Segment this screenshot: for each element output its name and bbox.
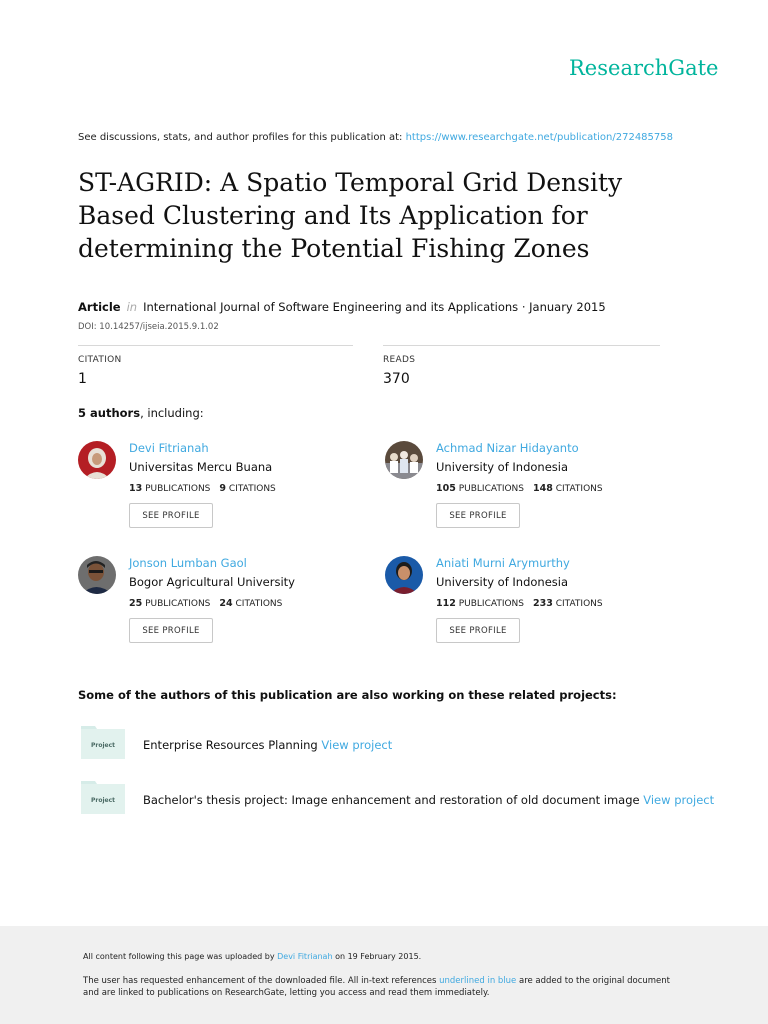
citations-label: CITATIONS — [555, 599, 603, 609]
author-stats — [129, 483, 276, 494]
discussion-line — [78, 132, 673, 143]
title-line-3: determining the Potential Fishing Zones — [78, 234, 590, 263]
author-name-link[interactable]: Jonson Lumban Gaol — [129, 556, 247, 570]
researchgate-logo[interactable]: ResearchGate — [569, 56, 719, 80]
author-card-jonson-lumban-gaol — [78, 556, 378, 656]
project-item-2 — [143, 793, 714, 807]
author-institution: University of Indonesia — [436, 460, 569, 474]
publications-label: PUBLICATIONS — [145, 484, 211, 494]
project-title: Bachelor's thesis project: Image enhancement and restoration of old document image — [143, 793, 640, 807]
publications-label: PUBLICATIONS — [458, 484, 524, 494]
author-card-devi-fitrianah — [78, 441, 378, 541]
citation-divider — [78, 345, 353, 346]
enhancement-notice — [83, 975, 670, 999]
author-name-link[interactable]: Aniati Murni Arymurthy — [436, 556, 570, 570]
in-word: in — [126, 300, 138, 314]
publications-label: PUBLICATIONS — [458, 599, 524, 609]
citation-value: 1 — [78, 371, 87, 387]
project-item-1 — [143, 738, 392, 752]
citations-label: CITATIONS — [235, 599, 283, 609]
project-folder-icon — [81, 725, 125, 759]
underlined-in-blue-text: underlined in blue — [439, 976, 517, 986]
upload-prefix: All content following this page was uploaded by — [83, 952, 278, 961]
see-profile-button[interactable]: SEE PROFILE — [129, 503, 213, 528]
publications-label: PUBLICATIONS — [145, 599, 211, 609]
see-profile-button[interactable]: SEE PROFILE — [436, 618, 520, 643]
citations-count: 148 — [533, 483, 553, 494]
publication-venue: International Journal of Software Engineering and its Applications · January 2015 — [143, 300, 606, 314]
project-folder-icon — [81, 780, 125, 814]
author-stats — [436, 598, 603, 609]
project-icon-label: Project — [90, 742, 116, 749]
publication-meta — [78, 300, 606, 314]
see-profile-button[interactable]: SEE PROFILE — [129, 618, 213, 643]
reads-label: READS — [383, 355, 416, 365]
avatar[interactable] — [78, 441, 116, 479]
publication-title — [78, 166, 708, 265]
reads-divider — [383, 345, 660, 346]
citations-count: 9 — [219, 483, 227, 494]
author-card-aniati-murni-arymurthy — [385, 556, 685, 656]
publications-count: 105 — [436, 483, 456, 494]
citations-count: 233 — [533, 598, 553, 609]
view-project-link[interactable]: View project — [321, 738, 393, 752]
project-icon-label: Project — [90, 797, 116, 804]
enhancement-text-b: are added to the original document — [516, 976, 671, 986]
upload-notice — [83, 952, 421, 961]
author-name-link[interactable]: Achmad Nizar Hidayanto — [436, 441, 579, 455]
upload-suffix: on 19 February 2015. — [332, 952, 422, 961]
enhancement-text-a: The user has requested enhancement of the downloaded file. All in-text references — [83, 976, 440, 986]
publication-doi: DOI: 10.14257/ijseia.2015.9.1.02 — [78, 322, 219, 332]
citations-label: CITATIONS — [555, 484, 603, 494]
avatar[interactable] — [385, 441, 423, 479]
citations-label: CITATIONS — [228, 484, 276, 494]
publications-count: 13 — [129, 483, 143, 494]
author-institution: Universitas Mercu Buana — [129, 460, 273, 474]
related-projects-heading: Some of the authors of this publication are also working on these related projects: — [78, 688, 617, 702]
authors-heading — [78, 406, 204, 420]
enhancement-line-1 — [83, 975, 670, 987]
avatar[interactable] — [78, 556, 116, 594]
author-name-link[interactable]: Devi Fitrianah — [129, 441, 209, 455]
enhancement-line-2: and are linked to publications on ResearchGate, letting you access and read them immediately. — [83, 988, 490, 998]
authors-count: 5 authors — [78, 406, 141, 420]
authors-suffix: , including: — [140, 406, 204, 420]
publications-count: 112 — [436, 598, 456, 609]
author-institution: Bogor Agricultural University — [129, 575, 295, 589]
author-stats — [436, 483, 603, 494]
citation-label: CITATION — [78, 355, 122, 365]
author-card-achmad-nizar-hidayanto — [385, 441, 685, 541]
publications-count: 25 — [129, 598, 143, 609]
publication-type: Article — [78, 300, 121, 314]
avatar[interactable] — [385, 556, 423, 594]
discussion-text: See discussions, stats, and author profiles for this publication at: — [78, 132, 406, 143]
project-title: Enterprise Resources Planning — [143, 738, 318, 752]
title-line-2: Based Clustering and Its Application for — [78, 201, 588, 230]
publication-url-link[interactable]: https://www.researchgate.net/publication/272485758 — [405, 132, 673, 143]
citations-count: 24 — [219, 598, 233, 609]
author-stats — [129, 598, 282, 609]
title-line-1: ST-AGRID: A Spatio Temporal Grid Density — [78, 168, 623, 197]
reads-value: 370 — [383, 371, 410, 387]
author-institution: University of Indonesia — [436, 575, 569, 589]
see-profile-button[interactable]: SEE PROFILE — [436, 503, 520, 528]
uploader-link[interactable]: Devi Fitrianah — [277, 952, 333, 961]
view-project-link[interactable]: View project — [643, 793, 715, 807]
